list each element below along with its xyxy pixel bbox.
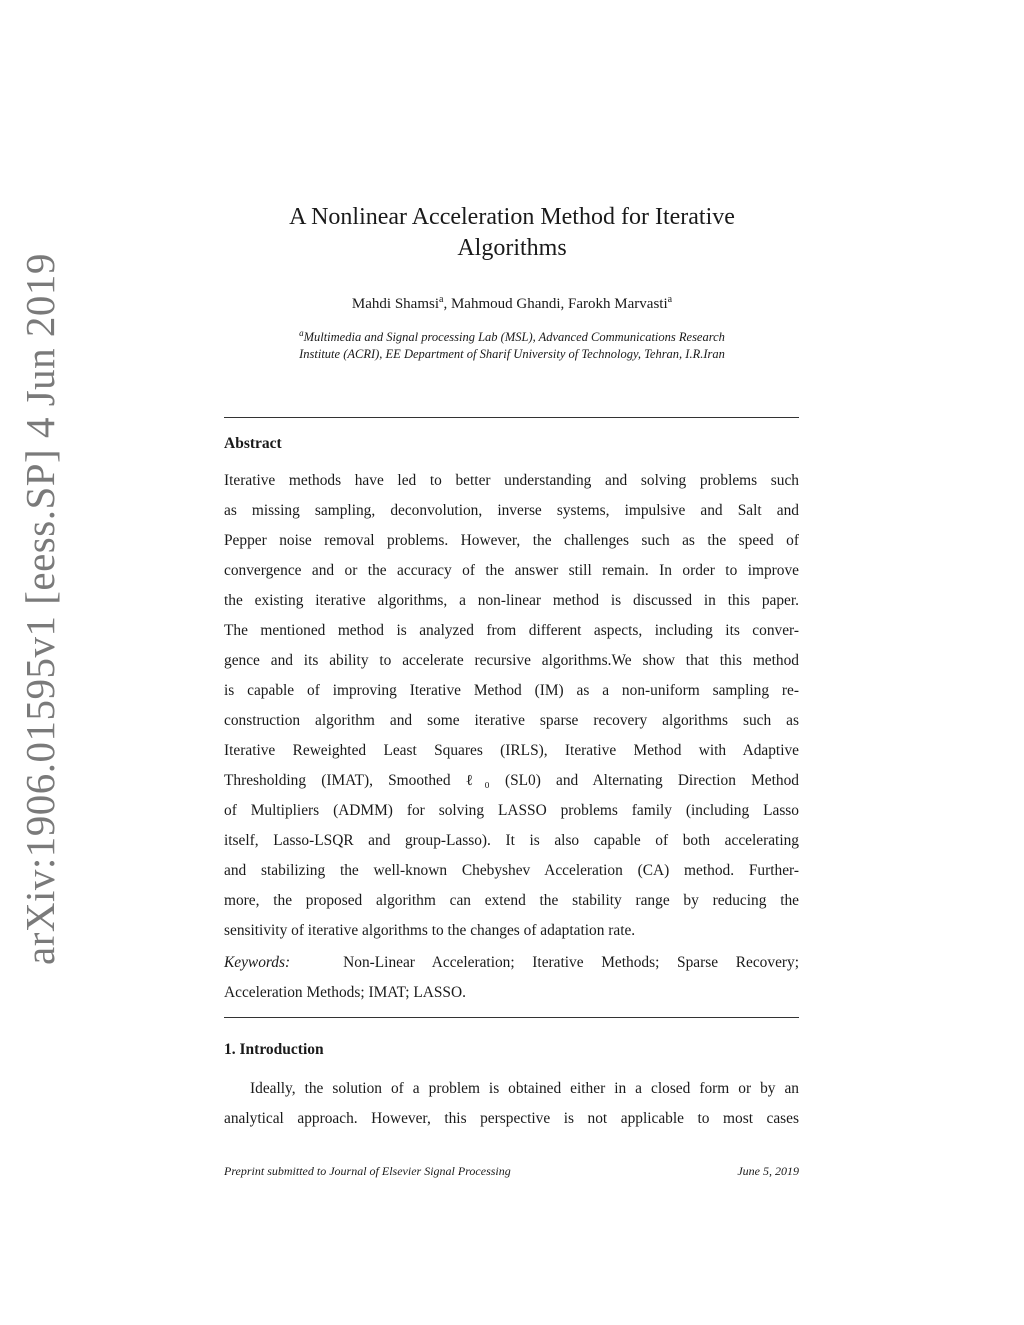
keywords-line-2: Acceleration Methods; IMAT; LASSO. — [224, 984, 466, 1001]
abstract-line: construction algorithm and some iterative sparse recovery algorithms such as — [224, 712, 799, 729]
abstract-heading: Abstract — [224, 435, 282, 452]
abstract-line: The mentioned method is analyzed from different aspects, including its conver- — [224, 622, 799, 639]
abstract-line: of Multipliers (ADMM) for solving LASSO problems family (including Lasso — [224, 802, 799, 819]
abstract-line: Pepper noise removal problems. However, the challenges such as the speed of — [224, 532, 799, 549]
keywords-text: Non-Linear Acceleration; Iterative Methods; Sparse Recovery; — [343, 954, 799, 971]
author-separator: , — [560, 296, 569, 312]
affiliation-marker: a — [439, 294, 444, 305]
abstract-line: convergence and or the accuracy of the answer still remain. In order to improve — [224, 562, 799, 579]
paper-title-line-1: A Nonlinear Acceleration Method for Iterative — [289, 204, 735, 230]
abstract-line: Iterative Reweighted Least Squares (IRLS), Iterative Method with Adaptive — [224, 742, 799, 759]
footer-preprint-note: Preprint submitted to Journal of Elsevier Signal Processing — [224, 1164, 511, 1178]
keywords-line-1 — [224, 952, 799, 974]
paper-title — [212, 202, 812, 264]
abstract-line: gence and its ability to accelerate recursive algorithms.We show that this method — [224, 652, 799, 669]
author-list — [212, 290, 812, 314]
abstract-line: the existing iterative algorithms, a non-linear method is discussed in this paper. — [224, 592, 799, 609]
affiliation — [212, 325, 812, 363]
author-separator: , — [443, 296, 451, 312]
affiliation-line-2: Institute (ACRI), EE Department of Sharif University of Technology, Tehran, I.R.Iran — [299, 347, 725, 362]
affiliation-marker: a — [667, 294, 673, 305]
author-name: Mahdi Shamsi — [351, 296, 440, 312]
abstract-line: more, the proposed algorithm can extend the stability range by reducing the — [224, 892, 799, 909]
arxiv-identifier-stamp: arXiv:1906.01595v1 [eess.SP] 4 Jun 2019 — [17, 253, 63, 965]
abstract-line: itself, Lasso-LSQR and group-Lasso). It is also capable of both accelerating — [224, 832, 799, 849]
affiliation-line-1 — [212, 325, 812, 346]
abstract-line: as missing sampling, deconvolution, inverse systems, impulsive and Salt and — [224, 502, 799, 519]
paper-title-line-2: Algorithms — [457, 235, 567, 261]
abstract-line: Thresholding (IMAT), Smoothed ℓ₀ (SL0) and Alternating Direction Method — [224, 772, 799, 789]
abstract-line: sensitivity of iterative algorithms to the changes of adaptation rate. — [224, 922, 636, 939]
abstract-line: Iterative methods have led to better understanding and solving problems such — [224, 472, 799, 489]
intro-line: analytical approach. However, this perspective is not applicable to most cases — [224, 1110, 799, 1127]
author-name: Farokh Marvasti — [568, 296, 668, 312]
abstract-line: and stabilizing the well-known Chebyshev Acceleration (CA) method. Further- — [224, 862, 799, 879]
section-heading-introduction: 1. Introduction — [224, 1041, 324, 1058]
author-name: Mahmoud Ghandi — [450, 296, 561, 312]
keywords-label: Keywords: — [224, 954, 291, 971]
affiliation-marker: a — [299, 328, 304, 338]
affiliation-text: Multimedia and Signal processing Lab (MSL), Advanced Communications Research — [303, 330, 725, 345]
abstract-top-rule — [224, 417, 799, 418]
abstract-line: is capable of improving Iterative Method (IM) as a non-uniform sampling re- — [224, 682, 799, 699]
abstract-bottom-rule — [224, 1017, 799, 1018]
intro-line: Ideally, the solution of a problem is obtained either in a closed form or by an — [250, 1080, 799, 1097]
footer-date: June 5, 2019 — [737, 1164, 799, 1178]
